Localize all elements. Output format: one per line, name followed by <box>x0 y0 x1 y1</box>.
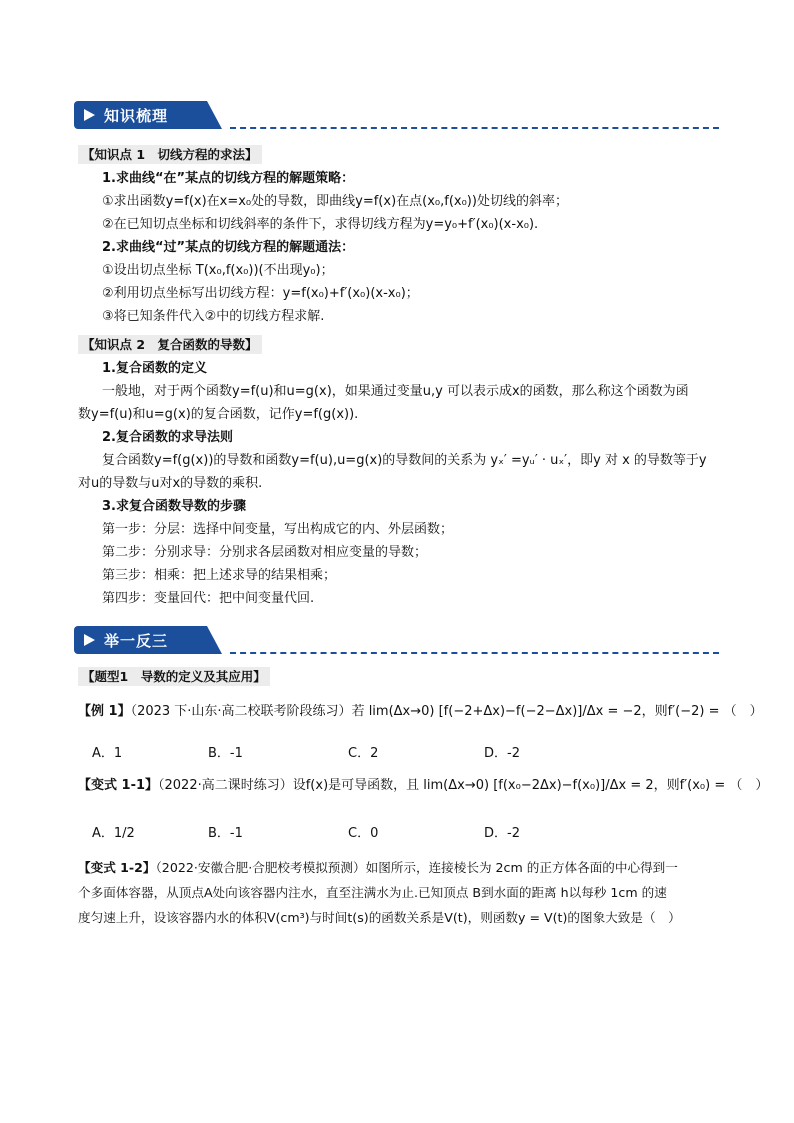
section-title: 举一反三 <box>104 632 169 650</box>
variant-1-2 <box>78 855 728 930</box>
section-title: 知识梳理 <box>104 107 169 125</box>
kp-header: 【知识点 2 复合函数的导数】 <box>78 335 262 354</box>
knowledge-point-1 <box>78 144 718 328</box>
kp-line: ②在已知切点坐标和切线斜率的条件下，求得切线方程为y=y₀+f′(x₀)(x-x₀). <box>102 217 539 232</box>
kp-line: 第二步：分别求导：分别求各层函数对相应变量的导数； <box>102 545 428 560</box>
kp-line: 对u的导数与u对x的导数的乘积. <box>78 476 263 491</box>
variant-text: 如图所示，连接棱长为 2cm 的正方体各面的中心得到一 <box>365 860 678 875</box>
variant-stem: 设f(x)是可导函数，且 lim(Δx→0) [f(x₀−2Δx)−f(x₀)]/Δx = 2，则f′(x₀) = （ ） <box>292 778 769 793</box>
question-type-1 <box>78 666 718 689</box>
kp-line: 第三步：相乘：把上述求导的结果相乘； <box>102 568 337 583</box>
variant-1-1-options <box>92 822 612 844</box>
example-1-options <box>92 742 612 764</box>
variant-text: 个多面体容器，从顶点A处向该容器内注水，直至注满水为止.已知顶点 B到水面的距离 h以每秒 1cm 的速 <box>78 885 667 900</box>
type-header: 【题型1 导数的定义及其应用】 <box>78 667 270 686</box>
play-triangle-icon <box>84 634 95 646</box>
section-banner-examples <box>74 626 719 654</box>
variant-tag: 【变式 1-2】 <box>78 860 156 875</box>
variant-tag: 【变式 1-1】 <box>78 778 159 793</box>
option-d[interactable]: D．-2 <box>484 746 520 761</box>
kp-line: 2.求曲线“过”某点的切线方程的解题通法： <box>102 240 355 255</box>
kp-line: ②利用切点坐标写出切线方程：y=f(x₀)+f′(x₀)(x-x₀)； <box>102 286 419 301</box>
variant-1-1 <box>78 773 769 798</box>
option-b[interactable]: B．-1 <box>208 746 243 761</box>
kp-line: 第一步：分层：选择中间变量，写出构成它的内、外层函数； <box>102 522 454 537</box>
option-c[interactable]: C．0 <box>348 826 379 841</box>
kp-line: 第四步：变量回代：把中间变量代回. <box>102 591 315 606</box>
section-banner-knowledge <box>74 101 719 129</box>
kp-line: 3.求复合函数导数的步骤 <box>102 499 246 514</box>
kp-line: 复合函数y=f(g(x))的导数和函数y=f(u),u=g(x)的导数间的关系为 yₓ′ =yᵤ′ · uₓ′，即y 对 x 的导数等于y <box>102 453 707 468</box>
option-a[interactable]: A．1/2 <box>92 826 135 841</box>
variant-text: 度匀速上升，设该容器内水的体积V(cm³)与时间t(s)的函数关系是V(t)，则函数y = V(t)的图象大致是（ ） <box>78 910 681 925</box>
variant-source: （2022·安徽合肥·合肥校考模拟预测） <box>155 860 366 875</box>
option-b[interactable]: B．-1 <box>208 826 243 841</box>
example-1 <box>78 699 763 724</box>
example-source: （2023 下·山东·高二校联考阶段练习） <box>130 704 352 719</box>
kp-line: 2.复合函数的求导法则 <box>102 430 233 445</box>
play-triangle-icon <box>84 109 95 121</box>
dashed-divider <box>230 127 719 129</box>
kp-line: 一般地，对于两个函数y=f(u)和u=g(x)，如果通过变量u,y 可以表示成x的函数，那么称这个函数为函 <box>102 384 689 399</box>
kp-line: ③将已知条件代入②中的切线方程求解. <box>102 309 325 324</box>
kp-line: ①设出切点坐标 T(x₀,f(x₀))(不出现y₀)； <box>102 263 334 278</box>
variant-source: （2022·高二课时练习） <box>158 778 293 793</box>
knowledge-point-2 <box>78 334 718 610</box>
option-d[interactable]: D．-2 <box>484 826 520 841</box>
kp-line: 数y=f(u)和u=g(x)的复合函数，记作y=f(g(x)). <box>78 407 359 422</box>
option-a[interactable]: A．1 <box>92 746 123 761</box>
dashed-divider <box>230 652 719 654</box>
example-stem: 若 lim(Δx→0) [f(−2+Δx)−f(−2−Δx)]/Δx = −2，则f′(−2) = （ ） <box>351 704 763 719</box>
option-c[interactable]: C．2 <box>348 746 379 761</box>
kp-line: 1.复合函数的定义 <box>102 361 207 376</box>
kp-line: 1.求曲线“在”某点的切线方程的解题策略： <box>102 171 355 186</box>
kp-header: 【知识点 1 切线方程的求法】 <box>78 145 262 164</box>
kp-line: ①求出函数y=f(x)在x=x₀处的导数，即曲线y=f(x)在点(x₀,f(x₀))处切线的斜率； <box>102 194 568 209</box>
example-tag: 【例 1】 <box>78 704 131 719</box>
